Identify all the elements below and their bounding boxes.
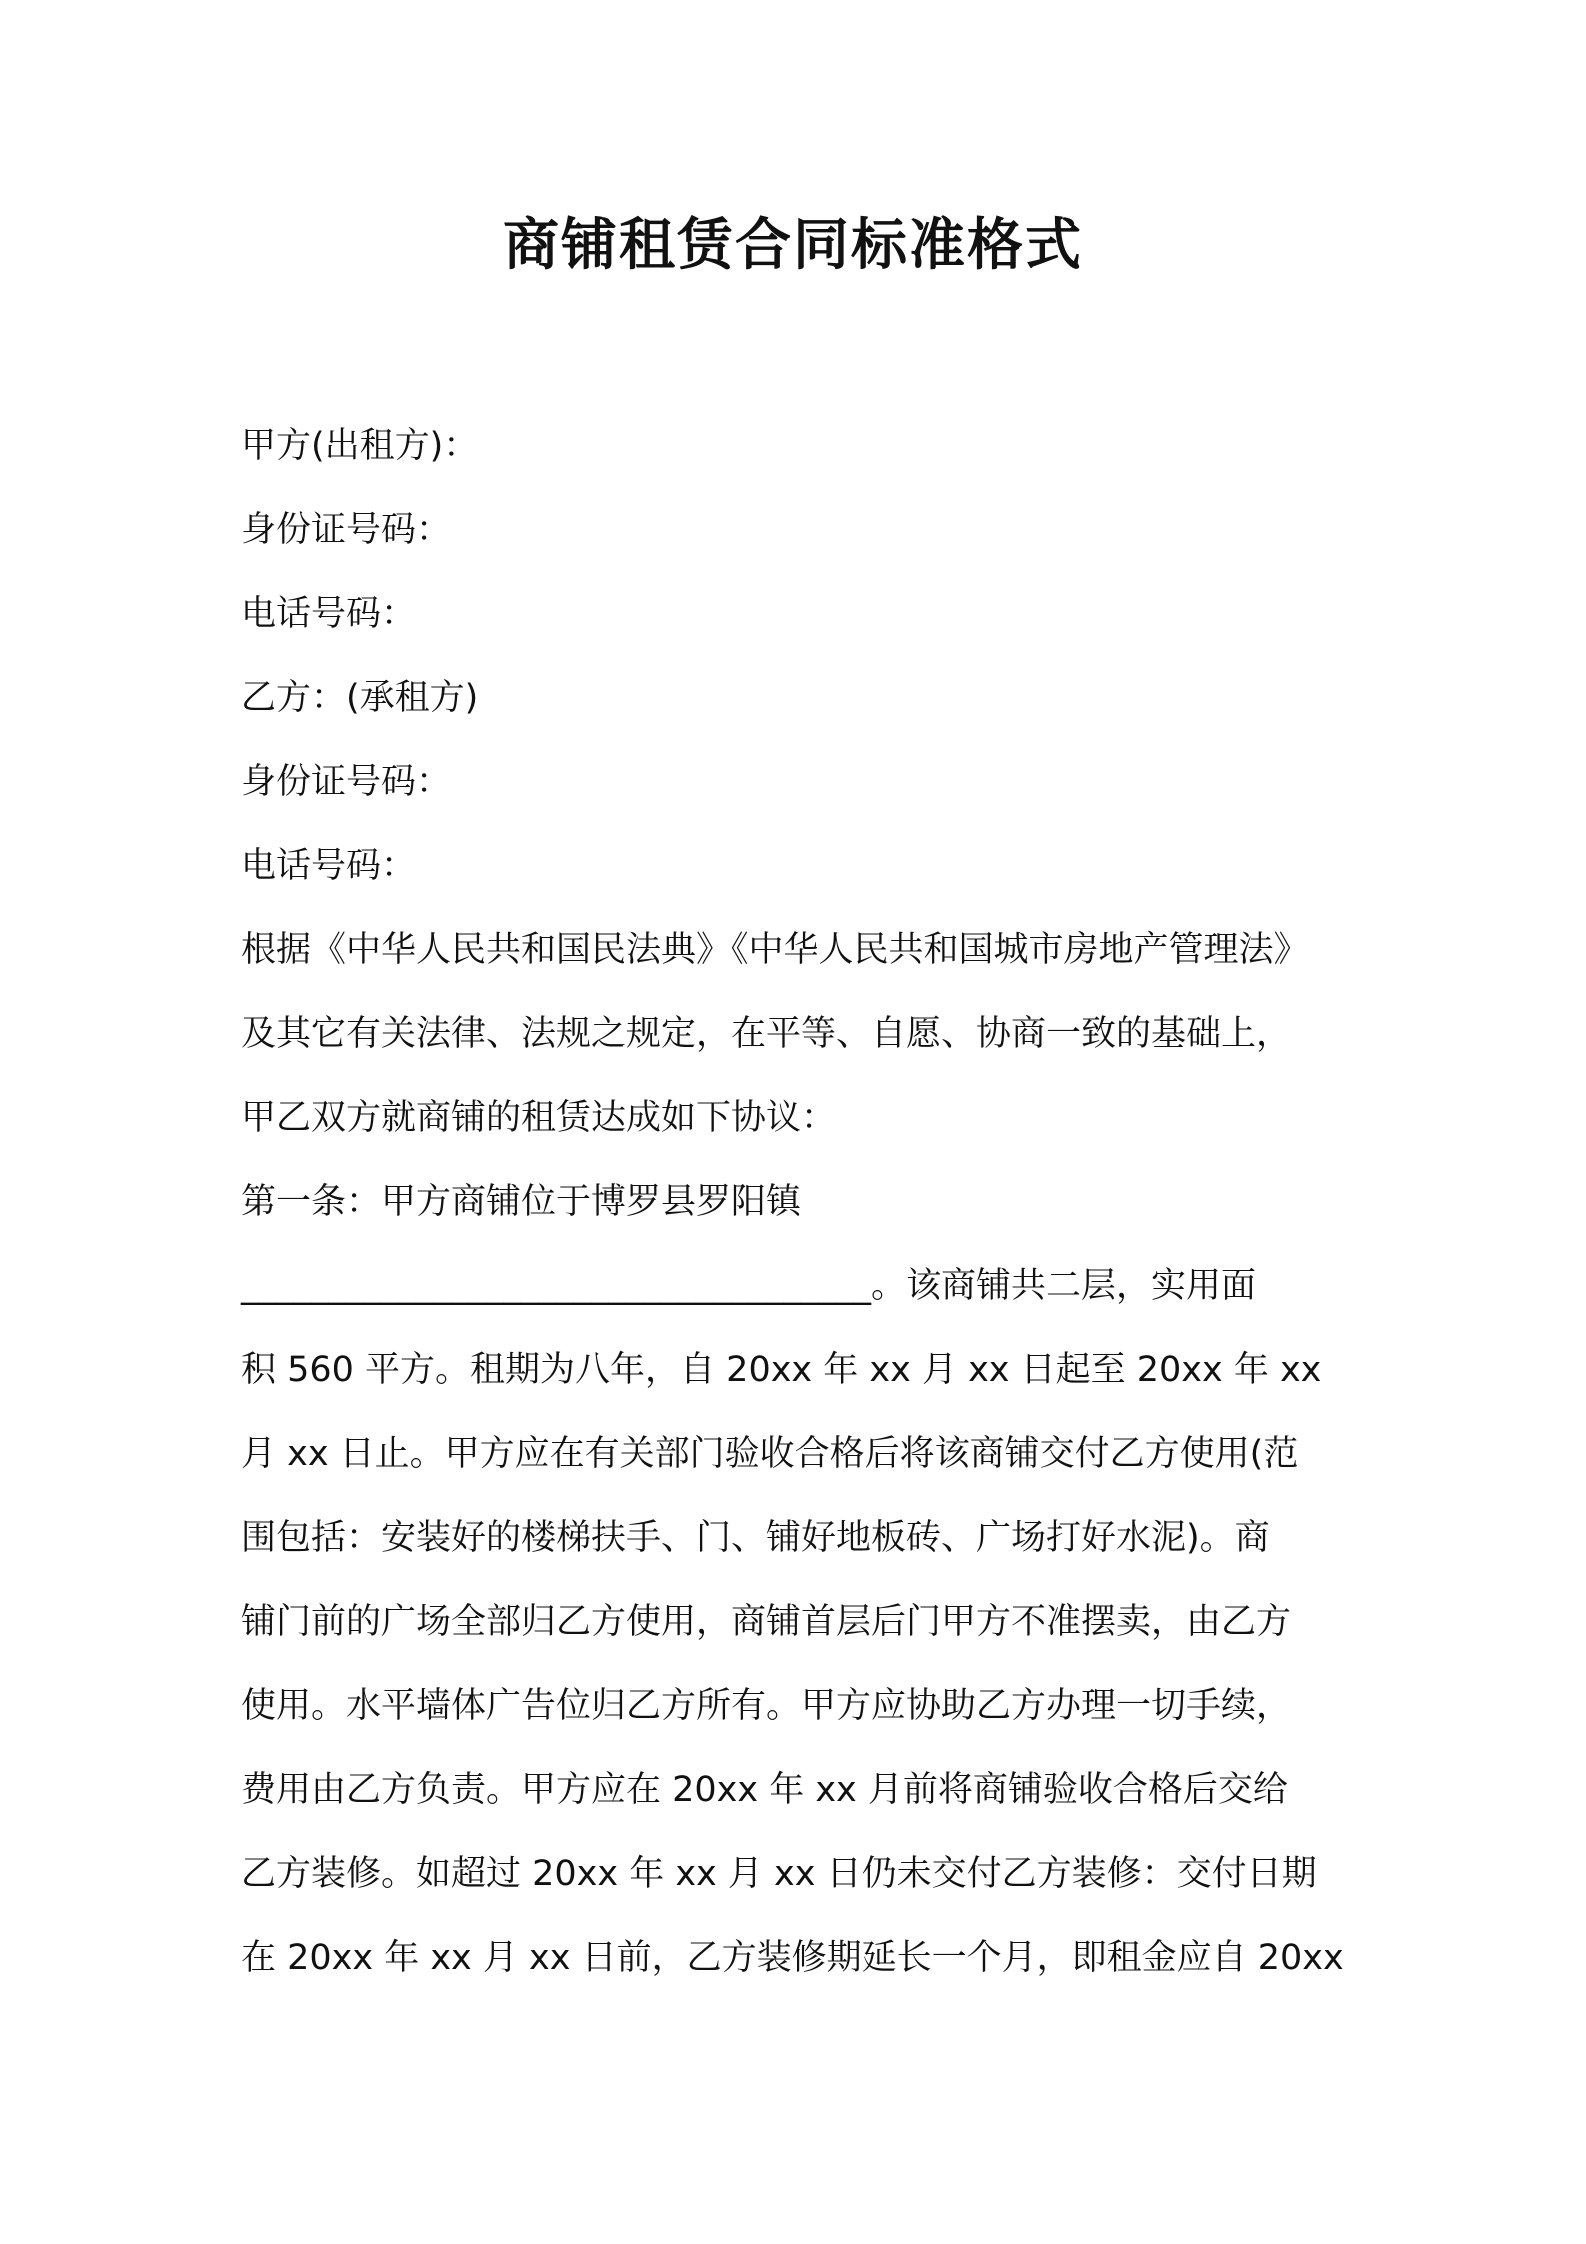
body-line: 积 560 平方。租期为八年，自 20xx 年 xx 月 xx 日起至 20xx 年 xx [241,1350,1322,1390]
body-line: 及其它有关法律、法规之规定，在平等、自愿、协商一致的基础上， [241,1014,1292,1054]
article-one-heading: 第一条：甲方商铺位于博罗县罗阳镇 [241,1182,802,1222]
lessor-id-label: 身份证号码： [241,510,452,550]
document-title: 商铺租赁合同标准格式 [503,213,1083,278]
body-line: 根据《中华人民共和国民法典》《中华人民共和国城市房地产管理法》 [241,930,1309,970]
body-line: 使用。水平墙体广告位归乙方所有。甲方应协助乙方办理一切手续， [241,1686,1292,1726]
lessee-id-label: 身份证号码： [241,762,452,802]
body-line: 围包括：安装好的楼梯扶手、门、铺好地板砖、广场打好水泥)。商 [241,1518,1270,1558]
lessee-phone-label: 电话号码： [241,846,417,886]
body-line: 铺门前的广场全部归乙方使用，商铺首层后门甲方不准摆卖，由乙方 [241,1602,1292,1642]
body-line: 乙方装修。如超过 20xx 年 xx 月 xx 日仍未交付乙方装修：交付日期 [241,1854,1317,1894]
contract-body [241,908,1361,2000]
body-line: 月 xx 日止。甲方应在有关部门验收合格后将该商铺交付乙方使用(范 [241,1434,1299,1474]
body-line: ____________________________________。该商铺共二层，实用面 [241,1266,1257,1306]
body-line: 在 20xx 年 xx 月 xx 日前，乙方装修期延长一个月，即租金应自 20xx [241,1938,1344,1978]
lessor-label: 甲方(出租方)： [241,426,479,466]
body-line: 费用由乙方负责。甲方应在 20xx 年 xx 月前将商铺验收合格后交给 [241,1770,1288,1810]
lessee-label: 乙方：(承租方) [241,678,479,718]
body-line: 甲乙双方就商铺的租赁达成如下协议： [241,1098,837,1138]
lessor-phone-label: 电话号码： [241,594,417,634]
party-info-section [241,404,1361,908]
